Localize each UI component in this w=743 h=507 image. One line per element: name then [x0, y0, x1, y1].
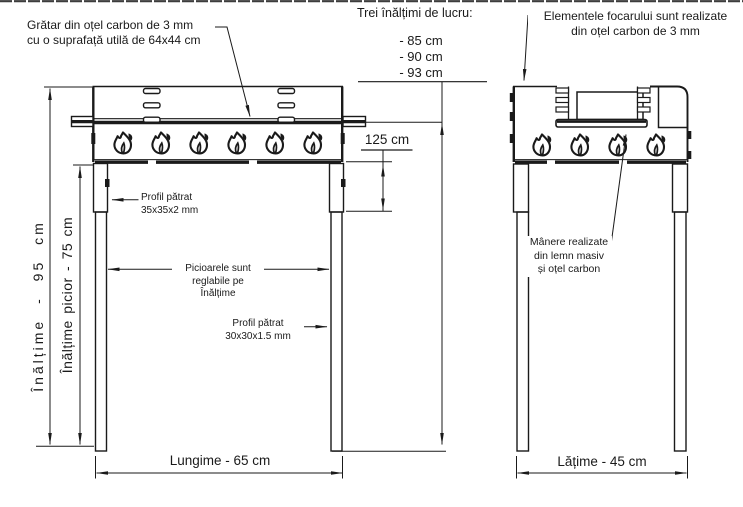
callout-legs-line1: Picioarele sunt: [185, 263, 251, 274]
dim-label-leg-height: Înălțime picior - 75 cm: [59, 216, 75, 374]
callout-profile-35-line1: Profil pătrat: [141, 192, 193, 203]
callout-handles-line1: Mânere realizate: [529, 236, 609, 248]
callout-adjustable-legs: [172, 263, 264, 301]
callout-firebox-line2: din oțel carbon de 3 mm: [571, 24, 700, 38]
working-heights-list: [385, 33, 457, 81]
dim-label-width: Lățime - 45 cm: [532, 454, 672, 470]
leg-upper-left-side: [514, 164, 529, 212]
dim-label-total-height: Înălțime - 95 cm: [30, 220, 46, 392]
leg-upper-right: [330, 164, 344, 213]
dim-label-125cm: 125 cm: [361, 132, 413, 148]
callout-legs-line2: reglabile pe: [192, 275, 244, 287]
callout-handles-line2: din lemn masiv: [533, 249, 605, 262]
callout-profile-30-line2: 30x30x1.5 mm: [225, 330, 291, 342]
leader-grate: [215, 27, 250, 117]
callout-profile-35-line2: 35x35x2 mm: [141, 204, 199, 216]
grate-side: [577, 92, 643, 120]
working-height-item-1: - 85 cm: [399, 33, 443, 48]
callout-working-heights-title: Trei înălțimi de lucru:: [357, 6, 473, 20]
callout-legs-line3: Înălțime: [200, 288, 236, 299]
leg-pin-right: [341, 179, 346, 187]
working-height-item-2: - 90 cm: [399, 49, 443, 64]
callout-grate-line2: cu o suprafață utilă de 64x44 cm: [27, 33, 201, 47]
leg-lower-right-side: [675, 212, 687, 451]
callout-handles-line3: și oțel carbon: [537, 263, 601, 275]
flame-row-front: [114, 133, 321, 154]
flame-row-side: [533, 135, 664, 156]
leg-lower-right: [331, 212, 342, 451]
leg-upper-right-side: [673, 164, 688, 212]
callout-square-profile-30: [212, 318, 304, 343]
leg-pin-left: [105, 179, 110, 187]
vent-slots: [144, 89, 295, 123]
callout-profile-30-line1: Profil pătrat: [232, 318, 284, 329]
callout-square-profile-35: [141, 192, 198, 217]
leg-upper-left: [94, 164, 108, 213]
leg-lower-left: [96, 212, 107, 451]
callout-firebox-material: [528, 9, 743, 39]
working-height-item-3: - 93 cm: [399, 65, 443, 80]
callout-grate-line1: Grătar din oțel carbon de 3 mm: [27, 18, 194, 32]
dim-label-length: Lungime - 65 cm: [150, 453, 290, 469]
callout-grate-spec: [27, 18, 200, 48]
callout-firebox-line1: Elementele focarului sunt realizate: [543, 9, 728, 23]
callout-handles-material: [526, 236, 612, 277]
